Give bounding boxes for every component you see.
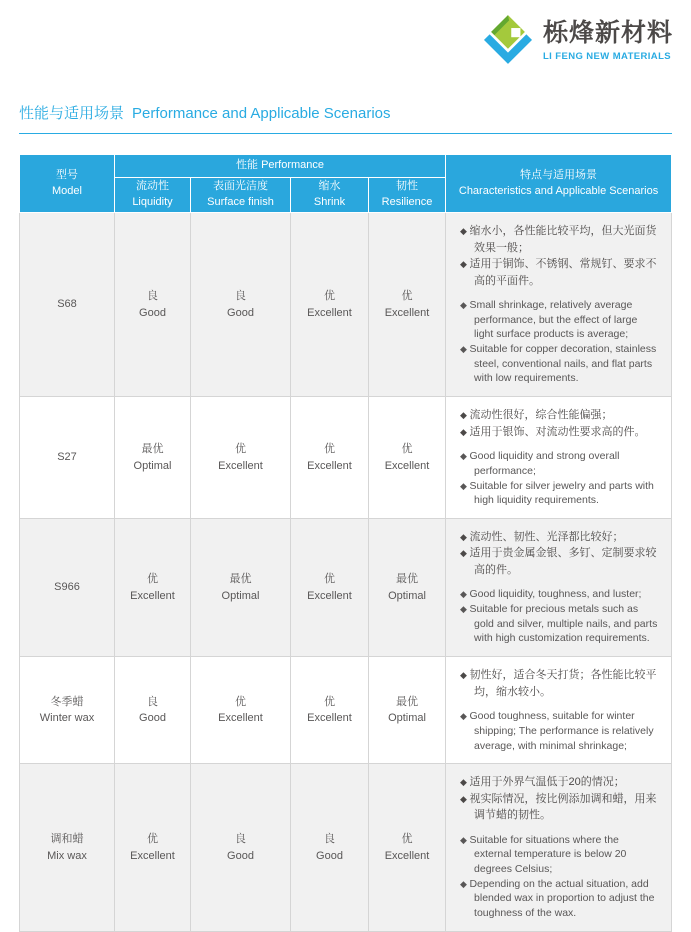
company-logo [481,14,673,68]
table-row [20,764,672,932]
bullet-point: ◆ 缩水小，各性能比较平均，但大光面货效果一般； [460,223,659,256]
table-row [20,213,672,397]
bullet-point: ◆ 适用于铜饰、不锈钢、常规钉、要求不高的平面件。 [460,256,659,289]
table-row [20,657,672,764]
rating-cell: 优 Excellent [291,657,369,764]
rating-cell: 优 Excellent [291,518,369,656]
model-cell: S27 [20,397,115,519]
bullet-point: ◆ 流动性、韧性、光泽都比较好； [460,529,659,546]
bullet-point: ◆ 适用于银饰、对流动性要求高的件。 [460,424,659,441]
rating-cell: 最优 Optimal [369,657,446,764]
header-shrink: 缩水 Shrink [291,178,369,213]
rating-cell: 优 Excellent [115,764,191,932]
header-characteristics: 特点与适用场景 Characteristics and Applicable Scenarios [446,155,672,213]
bullet-point: ◆ Suitable for precious metals such as gold and silver, multiple nails, and parts with high customization requirements. [460,602,659,646]
rating-cell: 优 Excellent [191,397,291,519]
bullet-point: ◆ Good toughness, suitable for winter shipping; The performance is relatively average, with minimal shrinkage; [460,709,659,753]
logo-text [543,20,673,62]
bullet-point: ◆ Good liquidity and strong overall performance; [460,449,659,478]
rating-cell: 良 Good [115,657,191,764]
characteristics-cell [446,657,672,764]
bullet-point: ◆ Small shrinkage, relatively average performance, but the effect of large light surface products is average; [460,298,659,342]
section-title-block [19,102,672,134]
model-cell: S966 [20,518,115,656]
page-title-cn: 性能与适用场景 [19,105,125,122]
bullet-point: ◆ 适用于外界气温低于20的情况； [460,774,659,791]
rating-cell: 最优 Optimal [115,397,191,519]
rating-cell: 优 Excellent [291,213,369,397]
header-liquidity: 流动性 Liquidity [115,178,191,213]
rating-cell: 优 Excellent [115,518,191,656]
rating-cell: 优 Excellent [369,764,446,932]
table-row [20,518,672,656]
rating-cell: 良 Good [115,213,191,397]
rating-cell: 良 Good [191,213,291,397]
model-cell: 冬季蜡 Winter wax [20,657,115,764]
bullet-point: ◆ 视实际情况，按比例添加调和蜡，用来调节蜡的韧性。 [460,791,659,824]
bullet-point: ◆ Depending on the actual situation, add blended wax in proportion to adjust the toughness of the wax. [460,877,659,921]
rating-cell: 优 Excellent [191,657,291,764]
logo-diamond-icon [481,14,535,68]
rating-cell: 良 Good [291,764,369,932]
bullet-point: ◆ 韧性好，适合冬天打货；各性能比较平均，缩水较小。 [460,667,659,700]
header-model: 型号 Model [20,155,115,213]
bullet-point: ◆ 适用于贵金属金银、多钉、定制要求较高的件。 [460,545,659,578]
rating-cell: 最优 Optimal [369,518,446,656]
characteristics-cell [446,397,672,519]
bullet-point: ◆ Suitable for silver jewelry and parts with high liquidity requirements. [460,479,659,508]
table-header [20,155,672,213]
rating-cell: 优 Excellent [291,397,369,519]
table-row [20,397,672,519]
header-performance-group: 性能 Performance [115,155,446,178]
bullet-point: ◆ Suitable for situations where the external temperature is below 20 degrees Celsius; [460,833,659,877]
table-body [20,213,672,932]
bullet-point: ◆ Suitable for copper decoration, stainless steel, conventional nails, and flat parts with low requirements. [460,342,659,386]
title-divider [19,133,672,134]
characteristics-cell [446,213,672,397]
performance-table [19,154,672,932]
characteristics-cell [446,518,672,656]
header-resilience: 韧性 Resilience [369,178,446,213]
company-name-en: LI FENG NEW MATERIALS [542,50,672,62]
bullet-point: ◆ Good liquidity, toughness, and luster; [460,587,659,602]
page-title [19,102,672,123]
characteristics-cell [446,764,672,932]
bullet-point: ◆ 流动性很好，综合性能偏强； [460,407,659,424]
rating-cell: 良 Good [191,764,291,932]
rating-cell: 优 Excellent [369,213,446,397]
rating-cell: 最优 Optimal [191,518,291,656]
header-surface-finish: 表面光洁度 Surface finish [191,178,291,213]
rating-cell: 优 Excellent [369,397,446,519]
page-header [0,0,691,84]
page-title-en: Performance and Applicable Scenarios [132,105,391,122]
model-cell: 调和蜡 Mix wax [20,764,115,932]
company-name-cn: 栎烽新材料 [542,19,673,48]
model-cell: S68 [20,213,115,397]
